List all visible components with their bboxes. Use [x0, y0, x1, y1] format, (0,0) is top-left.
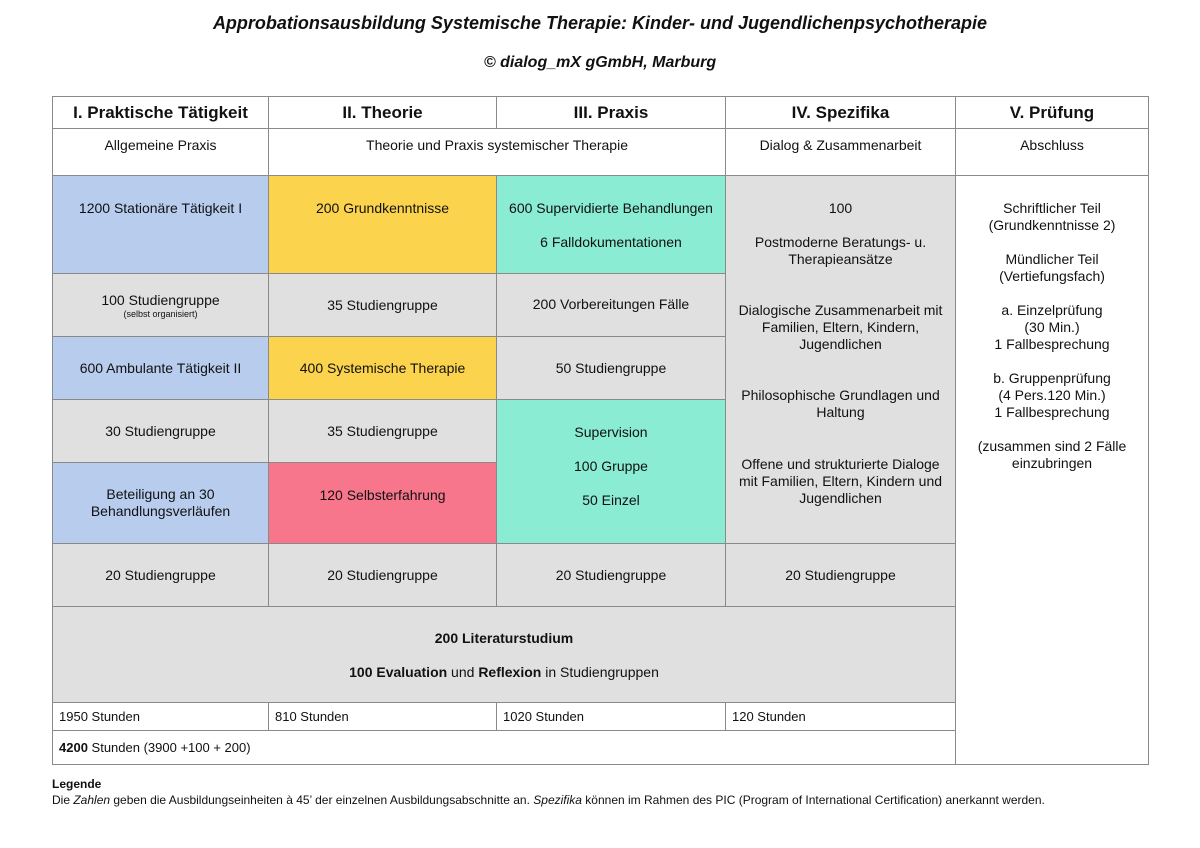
grand-total-bold: 4200	[59, 740, 88, 755]
legend-title: Legende	[52, 777, 102, 791]
total-col1	[52, 702, 269, 731]
cell-col3-studiengruppe-20-text: 20 Studiengruppe	[555, 566, 667, 583]
total-col4-text: 120 Stunden	[732, 709, 806, 724]
cell-col2-studiengruppe-20-text: 20 Studiengruppe	[327, 566, 438, 583]
cell-col3-studiengruppe-50-text: 50 Studiengruppe	[555, 359, 667, 376]
subheader-allgemeine-praxis-text: Allgemeine Praxis	[104, 137, 217, 153]
cell-studiengruppe-100-text: 100 Studiengruppe	[101, 291, 220, 308]
total-col2	[268, 702, 497, 731]
cell-studiengruppe-100	[52, 273, 269, 337]
evaluation-rest: in Studiengruppen	[541, 664, 659, 680]
legend-part-3: geben die Ausbildungseinheiten à 45’ der einzelnen Ausbildungsabschnitte an.	[110, 793, 534, 807]
literaturstudium-text: 200 Literaturstudium	[434, 630, 574, 646]
spezifika-100: 100	[828, 200, 853, 216]
cell-systemische-therapie	[268, 336, 497, 400]
cell-studiengruppe-100-note: (selbst organisiert)	[123, 308, 198, 319]
cell-col2-studiengruppe-35a-text: 35 Studiengruppe	[327, 296, 438, 313]
subheader-dialog	[725, 128, 956, 176]
subheader-abschluss	[955, 128, 1149, 176]
cell-selbsterfahrung-text: 120 Selbsterfahrung	[319, 487, 446, 503]
header-pruefung: V. Prüfung	[955, 96, 1149, 129]
cell-stationaere-taetigkeit	[52, 175, 269, 274]
cell-col2-studiengruppe-20	[268, 543, 497, 607]
pruefung-einzelpruefung: a. Einzelprüfung	[1001, 302, 1103, 318]
legend-zahlen: Zahlen	[73, 793, 111, 807]
subheader-allgemeine-praxis	[52, 128, 269, 176]
cell-supervidierte-behandlungen	[496, 175, 726, 274]
cell-col4-studiengruppe-20	[725, 543, 956, 607]
pruefung-zusammen-faelle: (zusammen sind 2 Fälle einzubringen	[977, 438, 1127, 471]
cell-spezifika-block	[725, 175, 956, 544]
cell-supervision-einzel: 50 Einzel	[582, 492, 640, 508]
pruefung-schriftlicher-teil: Schriftlicher Teil (Grundkenntnisse 2)	[988, 200, 1116, 233]
legend-part-5: können im Rahmen des PIC (Program of International Certification) anerkannt werden.	[581, 793, 1045, 807]
pruefung-einzelpruefung-fall: 1 Fallbesprechung	[994, 336, 1110, 352]
cell-stationaere-taetigkeit-text: 1200 Stationäre Tätigkeit I	[78, 200, 243, 216]
legend-part-1: Die	[52, 793, 74, 807]
total-col3	[496, 702, 726, 731]
subheader-dialog-text: Dialog & Zusammenarbeit	[759, 137, 922, 153]
grand-total-rest: Stunden (3900 +100 + 200)	[87, 740, 251, 755]
cell-col2-studiengruppe-35b	[268, 399, 497, 463]
cell-vorbereitungen-faelle	[496, 273, 726, 337]
cell-col2-studiengruppe-35a	[268, 273, 497, 337]
cell-supervision-title: Supervision	[574, 424, 648, 440]
spezifika-philosophische-grundlagen: Philosophische Grundlagen und Haltung	[741, 387, 940, 420]
spezifika-dialogische-zusammenarbeit: Dialogische Zusammenarbeit mit Familien, Eltern, Kindern, Jugendlichen	[738, 302, 943, 352]
cell-grundkenntnisse	[268, 175, 497, 274]
pruefung-gruppenpruefung-dauer: (4 Pers.120 Min.)	[998, 387, 1106, 403]
cell-pruefung-block	[955, 175, 1149, 765]
pruefung-einzelpruefung-dauer: (30 Min.)	[1024, 319, 1080, 335]
grand-total-line	[59, 739, 251, 756]
cell-ambulante-taetigkeit	[52, 336, 269, 400]
header-praxis: III. Praxis	[496, 96, 726, 129]
cell-ambulante-taetigkeit-text: 600 Ambulante Tätigkeit II	[79, 359, 242, 376]
subheader-theorie-praxis	[268, 128, 726, 176]
cell-systemische-therapie-text: 400 Systemische Therapie	[299, 359, 466, 376]
cell-col3-studiengruppe-50	[496, 336, 726, 400]
cell-vorbereitungen-faelle-text: 200 Vorbereitungen Fälle	[532, 296, 690, 312]
total-col1-text: 1950 Stunden	[59, 709, 140, 724]
pruefung-gruppenpruefung: b. Gruppenprüfung	[993, 370, 1111, 386]
cell-studiengruppe-30	[52, 399, 269, 463]
subheader-abschluss-text: Abschluss	[1020, 137, 1084, 153]
total-col2-text: 810 Stunden	[275, 709, 349, 724]
cell-supervision-gruppe: 100 Gruppe	[574, 458, 648, 474]
pruefung-muendlicher-teil: Mündlicher Teil (Vertiefungsfach)	[999, 251, 1105, 284]
grand-total	[52, 730, 956, 765]
evaluation-und: und	[447, 664, 479, 680]
document-subtitle: © dialog_mX gGmbH, Marburg	[483, 54, 717, 71]
evaluation-bold: 100 Evaluation	[349, 664, 448, 680]
pruefung-gruppenpruefung-fall: 1 Fallbesprechung	[994, 404, 1110, 420]
cell-literatur-evaluation	[52, 606, 956, 703]
evaluation-line	[349, 664, 659, 681]
spezifika-offene-dialoge: Offene und strukturierte Dialoge mit Familien, Eltern, Kindern und Jugendlichen	[738, 456, 943, 506]
legend-text	[52, 793, 1045, 807]
subheader-theorie-praxis-text: Theorie und Praxis systemischer Therapie	[366, 137, 628, 153]
cell-selbsterfahrung	[268, 462, 497, 544]
cell-falldokumentationen-text: 6 Falldokumentationen	[540, 234, 682, 250]
cell-supervision	[496, 399, 726, 544]
cell-col4-studiengruppe-20-text: 20 Studiengruppe	[785, 566, 896, 583]
cell-col3-studiengruppe-20	[496, 543, 726, 607]
reflexion-bold: Reflexion	[478, 664, 542, 680]
total-col4	[725, 702, 956, 731]
cell-col1-studiengruppe-20-text: 20 Studiengruppe	[105, 566, 216, 583]
cell-behandlungsverlaeufe	[52, 462, 269, 544]
cell-studiengruppe-30-text: 30 Studiengruppe	[105, 422, 216, 439]
legend-spezifika: Spezifika	[533, 793, 582, 807]
cell-col1-studiengruppe-20	[52, 543, 269, 607]
header-spezifika: IV. Spezifika	[725, 96, 956, 129]
cell-col2-studiengruppe-35b-text: 35 Studiengruppe	[327, 422, 438, 439]
spezifika-postmoderne: Postmoderne Beratungs- u. Therapieansätze	[754, 234, 927, 267]
header-theorie: II. Theorie	[268, 96, 497, 129]
document-title: Approbationsausbildung Systemische Therapie: Kinder- und Jugendlichenpsychotherapie	[212, 13, 988, 33]
header-praktische-taetigkeit: I. Praktische Tätigkeit	[52, 96, 269, 129]
cell-behandlungsverlaeufe-text: Beteiligung an 30 Behandlungsverläufen	[90, 486, 231, 519]
total-col3-text: 1020 Stunden	[503, 709, 584, 724]
cell-grundkenntnisse-text: 200 Grundkenntnisse	[315, 200, 450, 216]
cell-supervidierte-behandlungen-text: 600 Supervidierte Behandlungen	[509, 200, 713, 216]
